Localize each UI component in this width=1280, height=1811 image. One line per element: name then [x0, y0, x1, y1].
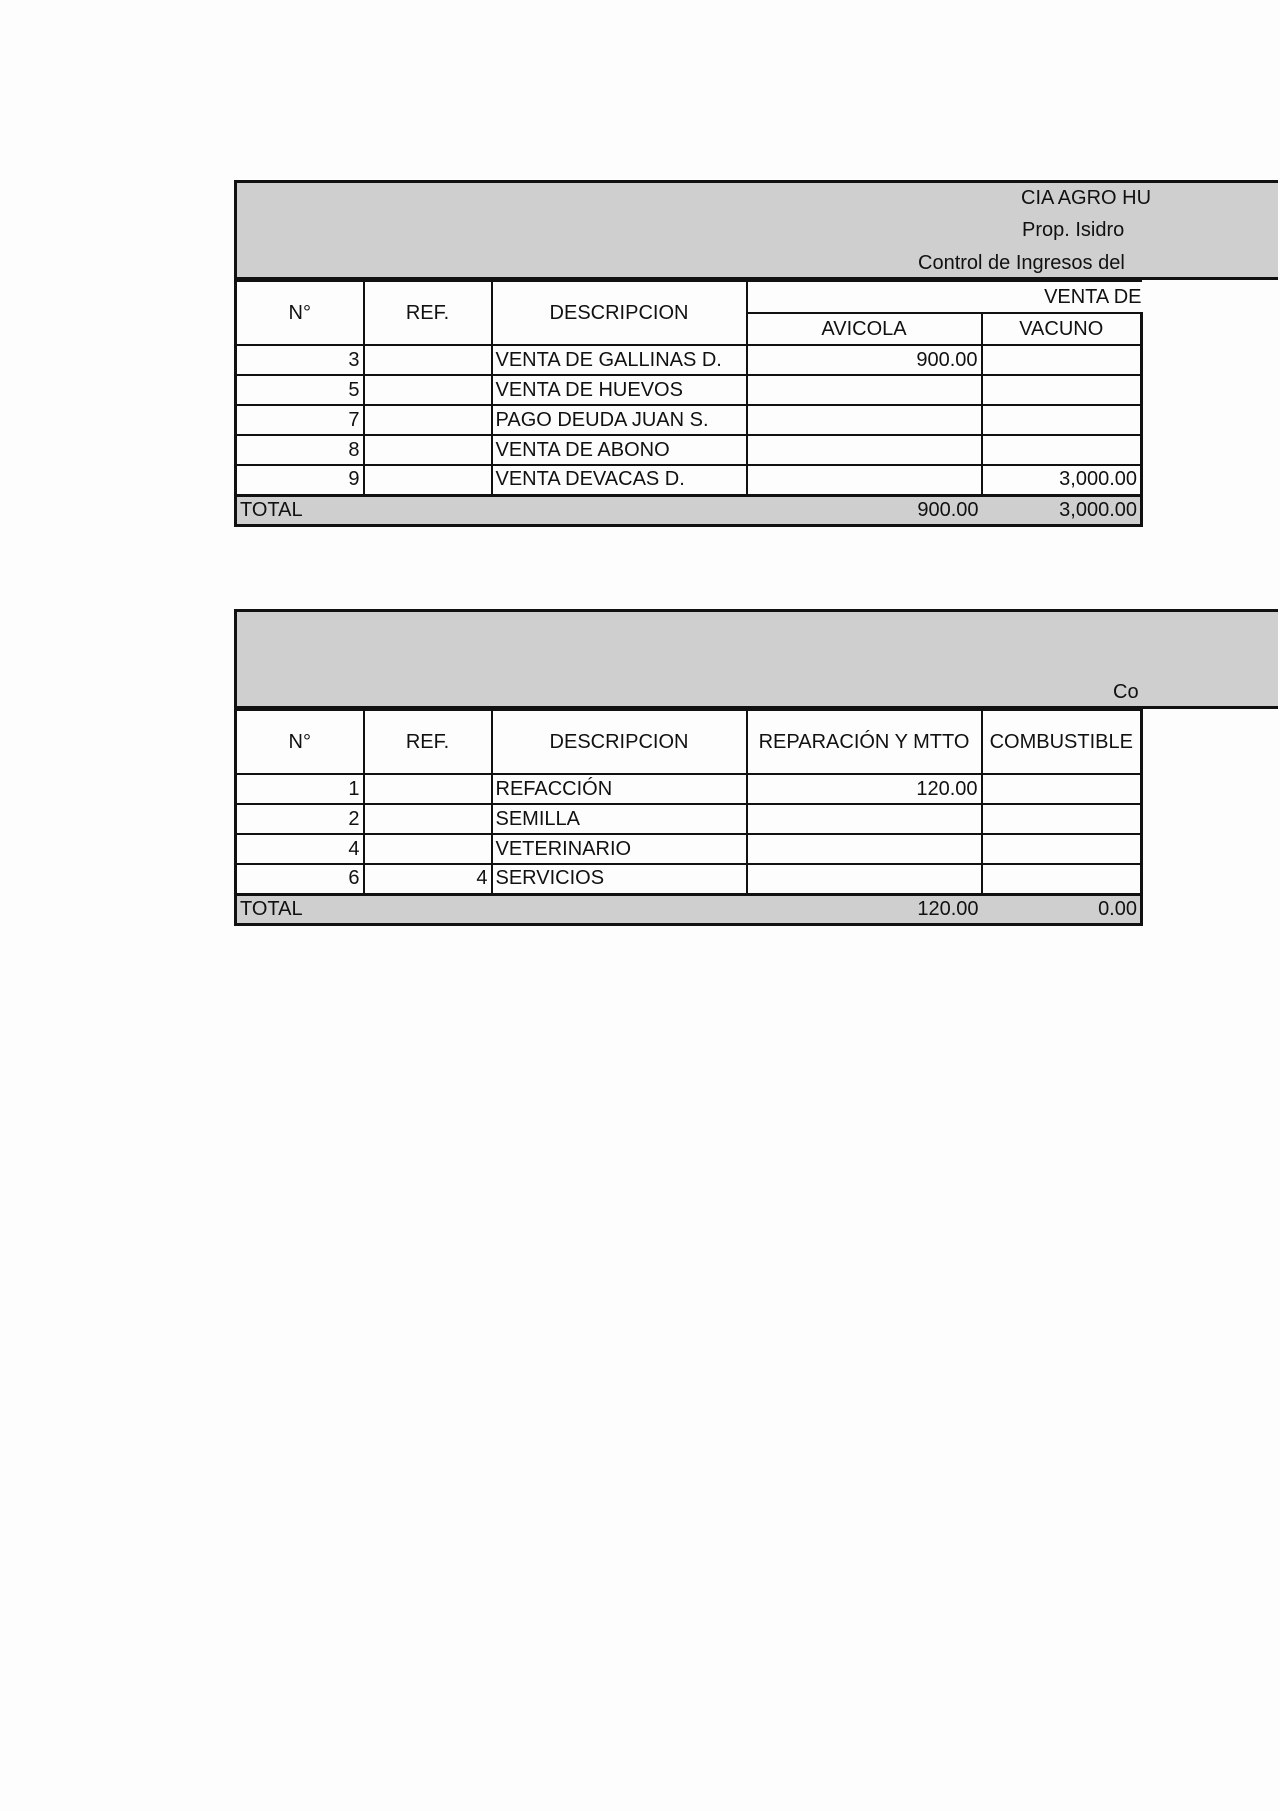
row-no: 3: [236, 345, 364, 375]
income-col-group: VENTA DE: [747, 281, 1142, 313]
row-desc: SEMILLA: [492, 804, 747, 834]
table-row: [236, 405, 1142, 435]
row-no: 4: [236, 834, 364, 864]
expense-sheet: [234, 609, 1278, 926]
row-vacuno: [982, 405, 1142, 435]
expense-col-ref: REF.: [364, 710, 492, 774]
row-ref: [364, 405, 492, 435]
row-desc: PAGO DEUDA JUAN S.: [492, 405, 747, 435]
row-vacuno: [982, 375, 1142, 405]
row-ref: [364, 774, 492, 804]
row-combustible: [982, 804, 1142, 834]
row-ref: [364, 834, 492, 864]
row-no: 2: [236, 804, 364, 834]
row-combustible: [982, 774, 1142, 804]
row-reparacion: 120.00: [747, 774, 982, 804]
income-total-row: [236, 495, 1142, 525]
company-name: CIA AGRO HU: [1021, 187, 1152, 209]
row-reparacion: [747, 834, 982, 864]
table-row: [236, 774, 1142, 804]
row-vacuno: [982, 345, 1142, 375]
total-combustible: 0.00: [982, 894, 1142, 924]
row-desc: VENTA DE GALLINAS D.: [492, 345, 747, 375]
row-avicola: [747, 405, 982, 435]
table-row: [236, 804, 1142, 834]
row-ref: [364, 465, 492, 495]
table-row: [236, 465, 1142, 495]
expense-report-title: Co: [1113, 681, 1139, 703]
income-header-band: [234, 180, 1278, 280]
income-report-title: Control de Ingresos del: [918, 252, 1125, 274]
expense-col-no: N°: [236, 710, 364, 774]
row-desc: VENTA DEVACAS D.: [492, 465, 747, 495]
row-no: 8: [236, 435, 364, 465]
row-ref: [364, 435, 492, 465]
total-reparacion: 120.00: [747, 894, 982, 924]
table-row: [236, 345, 1142, 375]
expense-col-reparacion: REPARACIÓN Y MTTO: [747, 710, 982, 774]
row-ref: [364, 375, 492, 405]
income-col-desc: DESCRIPCION: [492, 281, 747, 345]
row-vacuno: [982, 435, 1142, 465]
income-col-vacuno: VACUNO: [982, 313, 1142, 345]
income-table: [234, 280, 1143, 527]
row-desc: VENTA DE ABONO: [492, 435, 747, 465]
row-no: 9: [236, 465, 364, 495]
owner-name: Prop. Isidro: [1022, 219, 1125, 241]
expense-col-desc: DESCRIPCION: [492, 710, 747, 774]
row-desc: REFACCIÓN: [492, 774, 747, 804]
expense-table: [234, 709, 1143, 926]
row-ref: 4: [364, 864, 492, 894]
income-col-no: N°: [236, 281, 364, 345]
expense-col-combustible: COMBUSTIBLE: [982, 710, 1142, 774]
row-avicola: 900.00: [747, 345, 982, 375]
total-label: TOTAL: [236, 495, 747, 525]
row-no: 6: [236, 864, 364, 894]
table-row: [236, 375, 1142, 405]
income-sheet: [234, 180, 1278, 527]
row-no: 7: [236, 405, 364, 435]
row-avicola: [747, 375, 982, 405]
row-no: 5: [236, 375, 364, 405]
row-reparacion: [747, 804, 982, 834]
row-desc: SERVICIOS: [492, 864, 747, 894]
expense-header-band: [234, 609, 1278, 709]
table-row: [236, 435, 1142, 465]
row-avicola: [747, 435, 982, 465]
row-ref: [364, 345, 492, 375]
expense-total-row: [236, 894, 1142, 924]
row-vacuno: 3,000.00: [982, 465, 1142, 495]
row-reparacion: [747, 864, 982, 894]
row-no: 1: [236, 774, 364, 804]
row-combustible: [982, 834, 1142, 864]
table-row: [236, 834, 1142, 864]
row-desc: VENTA DE HUEVOS: [492, 375, 747, 405]
income-col-avicola: AVICOLA: [747, 313, 982, 345]
row-desc: VETERINARIO: [492, 834, 747, 864]
total-avicola: 900.00: [747, 495, 982, 525]
table-row: [236, 864, 1142, 894]
income-col-ref: REF.: [364, 281, 492, 345]
total-vacuno: 3,000.00: [982, 495, 1142, 525]
row-ref: [364, 804, 492, 834]
row-avicola: [747, 465, 982, 495]
total-label: TOTAL: [236, 894, 747, 924]
row-combustible: [982, 864, 1142, 894]
